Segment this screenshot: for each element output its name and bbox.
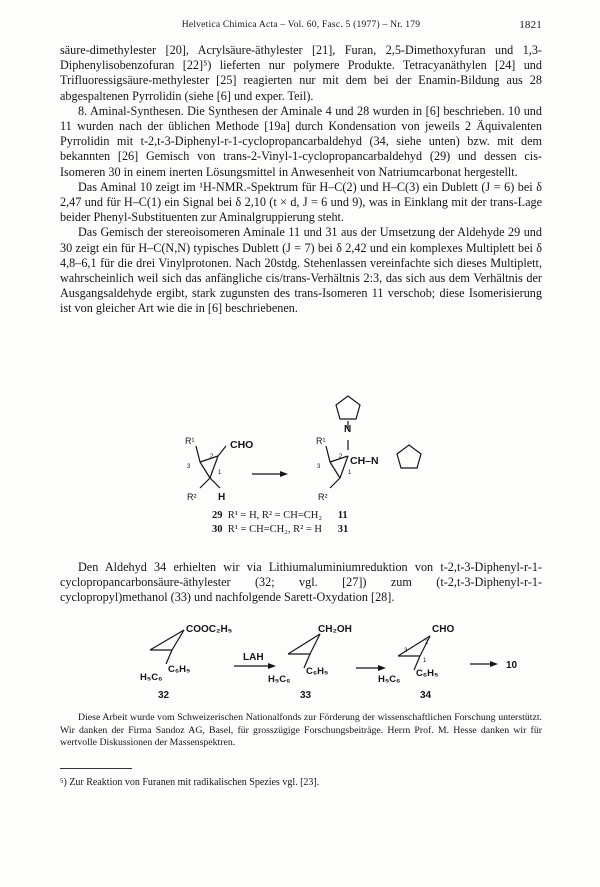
paragraph-1: säure-dimethylester [20], Acrylsäure-äthylester [21], Furan, 2,5-Dimethoxyfuran und 1,3-Diphenylisobenzofuran [22]⁵) lieferten nur polymere Produkte. Tetracyanäthylen [24] und Trifluoressigsäure-methylester [25] reagierten nur mit dem bei der Enamin-Bildung aus 28 abgespaltenen Pyrrolidin (siehe [6] und exper. Teil). [60,43,542,103]
phenyl-left-label: H₅C₆ [268,674,291,685]
scheme-aldehyde-to-aminal [0,408,600,518]
compound-number: 30 [212,524,223,535]
r2-label-product: R² [318,492,328,502]
substituent-definition: R¹ = CH=CH₂, R² = H [227,524,322,535]
compound-32-structure [150,630,184,664]
paragraph-5: Den Aldehyd 34 erhielten wir via Lithiumaluminiumreduktion von t-2,t-3-Diphenyl-r-1-cyclopropancarbonsäure-äthylester (32; vgl. [27]) zum (t-2,t-3-Diphenyl-r-1-cyclopropyl)methanol (33) und nachfolgende Sarett-Oxydation [28]. [60,560,542,605]
running-title: Helvetica Chimica Acta – Vol. 60, Fasc. 5 (1977) – Nr. 179 [181,19,421,30]
locant-3: 3 [187,464,191,470]
locant-3-product: 3 [317,464,321,470]
running-header [60,19,542,35]
locant-1: 1 [423,658,427,664]
reaction-arrow [356,665,386,671]
locant-3: 3 [404,648,408,654]
caption-row-30 [212,523,348,537]
hydroxymethyl-label: CH₂OH [318,624,352,635]
scheme-caption [212,509,348,537]
phenyl-right-label: C₆H₅ [416,668,439,679]
page-number: 1821 [519,19,542,31]
phenyl-right-label: C₆H₅ [168,664,191,675]
body-text [60,43,542,317]
compound-number-33: 33 [300,690,312,701]
compound-number-32: 32 [158,690,170,701]
compound-33-structure [288,634,320,668]
locant-2-product: 2 [339,454,343,460]
footnote: ⁵) Zur Reaktion von Furanen mit radikalischen Spezies vgl. [23]. [60,777,320,788]
substituent-definition: R¹ = H, R² = CH=CH₂ [227,510,322,521]
reaction-arrow [470,661,498,667]
phenyl-left-label: H₅C₆ [140,672,163,683]
pyrrolidine-n-label: N [344,424,352,435]
phenyl-left-label: H₅C₆ [378,674,401,685]
phenyl-right-label: C₆H₅ [306,666,329,677]
aldehyde-label: CHO [432,624,455,635]
aldehyde-structure [196,446,226,488]
product-number: 31 [337,524,349,535]
paragraph-2: 8. Aminal-Synthesen. Die Synthesen der Aminale 4 und 28 wurden in [6] beschrieben. 10 und 11 wurden nach der üblichen Methode [19a] durch Kondensation von jeweils 2 Äquivalenten Pyrrolidin mit t-2,t-3-Diphenyl-r-1-cyclopropancarbaldehyd (34, siehe unten) bzw. mit dem bekannten [26] Gemisch von trans-2-Vinyl-1-cyclopropancarbaldehyd (29) und dessen cis-Isomeren 30 in einem inerten Lösungsmittel in Anwesenheit von Natriumcarbonat hergestellt. [60,103,542,179]
reaction-arrow [252,471,288,477]
locant-2: 2 [425,640,429,646]
ester-group-label: COOC₂H₅ [186,624,233,635]
cho-label: CHO [230,439,254,451]
scheme-synthesis-of-34 [0,620,600,700]
ch-n-label: CH–N [350,455,379,467]
reaction-arrow [234,663,276,669]
product-number-10: 10 [506,660,518,671]
footnote-rule [60,768,132,769]
locant-2: 2 [210,454,214,460]
body-text-2 [60,560,542,606]
compound-number: 29 [212,510,223,521]
acknowledgement: Diese Arbeit wurde vom Schweizerischen Nationalfonds zur Förderung der wissenschaftlichen Forschung unterstützt. Wir danken der Firma Sandoz AG, Basel, für grosszügige Forschungsbeiträge. Herrn Prof. M. Hesse danken wir für wertvolle Diskussionen der Massenspektren. [60,712,542,748]
h-label: H [218,492,226,503]
aminal-structure [326,396,421,488]
paragraph-4: Das Gemisch der stereoisomeren Aminale 11 und 31 aus der Umsetzung der Aldehyde 29 und 30 zeigt ein für H–C(N,N) typisches Dublett (J = 7) bei δ 2,42 und ein komplexes Multiplett bei δ 4,8–6,1 für die drei Vinylprotonen. Nach 20stdg. Stehenlassen vereinfachte sich dieses Multiplett, wahrscheinlich weil sich das anfängliche cis/trans-Verhältnis 2:3, das sich aus dem Verhältnis der Ausgangsaldehyde ergibt, stark zugunsten des trans-Isomeren 11 verschob; diese Isomerisierung ist von gleicher Art wie die in [6] beschriebenen. [60,225,542,316]
compound-number-34: 34 [420,690,432,701]
r2-label: R² [187,492,197,502]
r1-label: R¹ [185,436,195,446]
reagent-label: LAH [243,652,264,663]
locant-1: 1 [218,470,222,476]
locant-1-product: 1 [348,470,352,476]
product-number: 11 [337,510,348,521]
paragraph-3: Das Aminal 10 zeigt im ¹H-NMR.-Spektrum für H–C(2) und H–C(3) ein Dublett (J = 6) bei δ 2,47 und für H–C(1) ein Signal bei δ 2,10 (t × d, J = 6 und 9), was in Einklang mit der trans-Lage beider Phenyl-Substituenten zur Aminalgruppierung steht. [60,179,542,225]
r1-label-product: R¹ [316,436,326,446]
caption-row-29 [212,509,348,523]
